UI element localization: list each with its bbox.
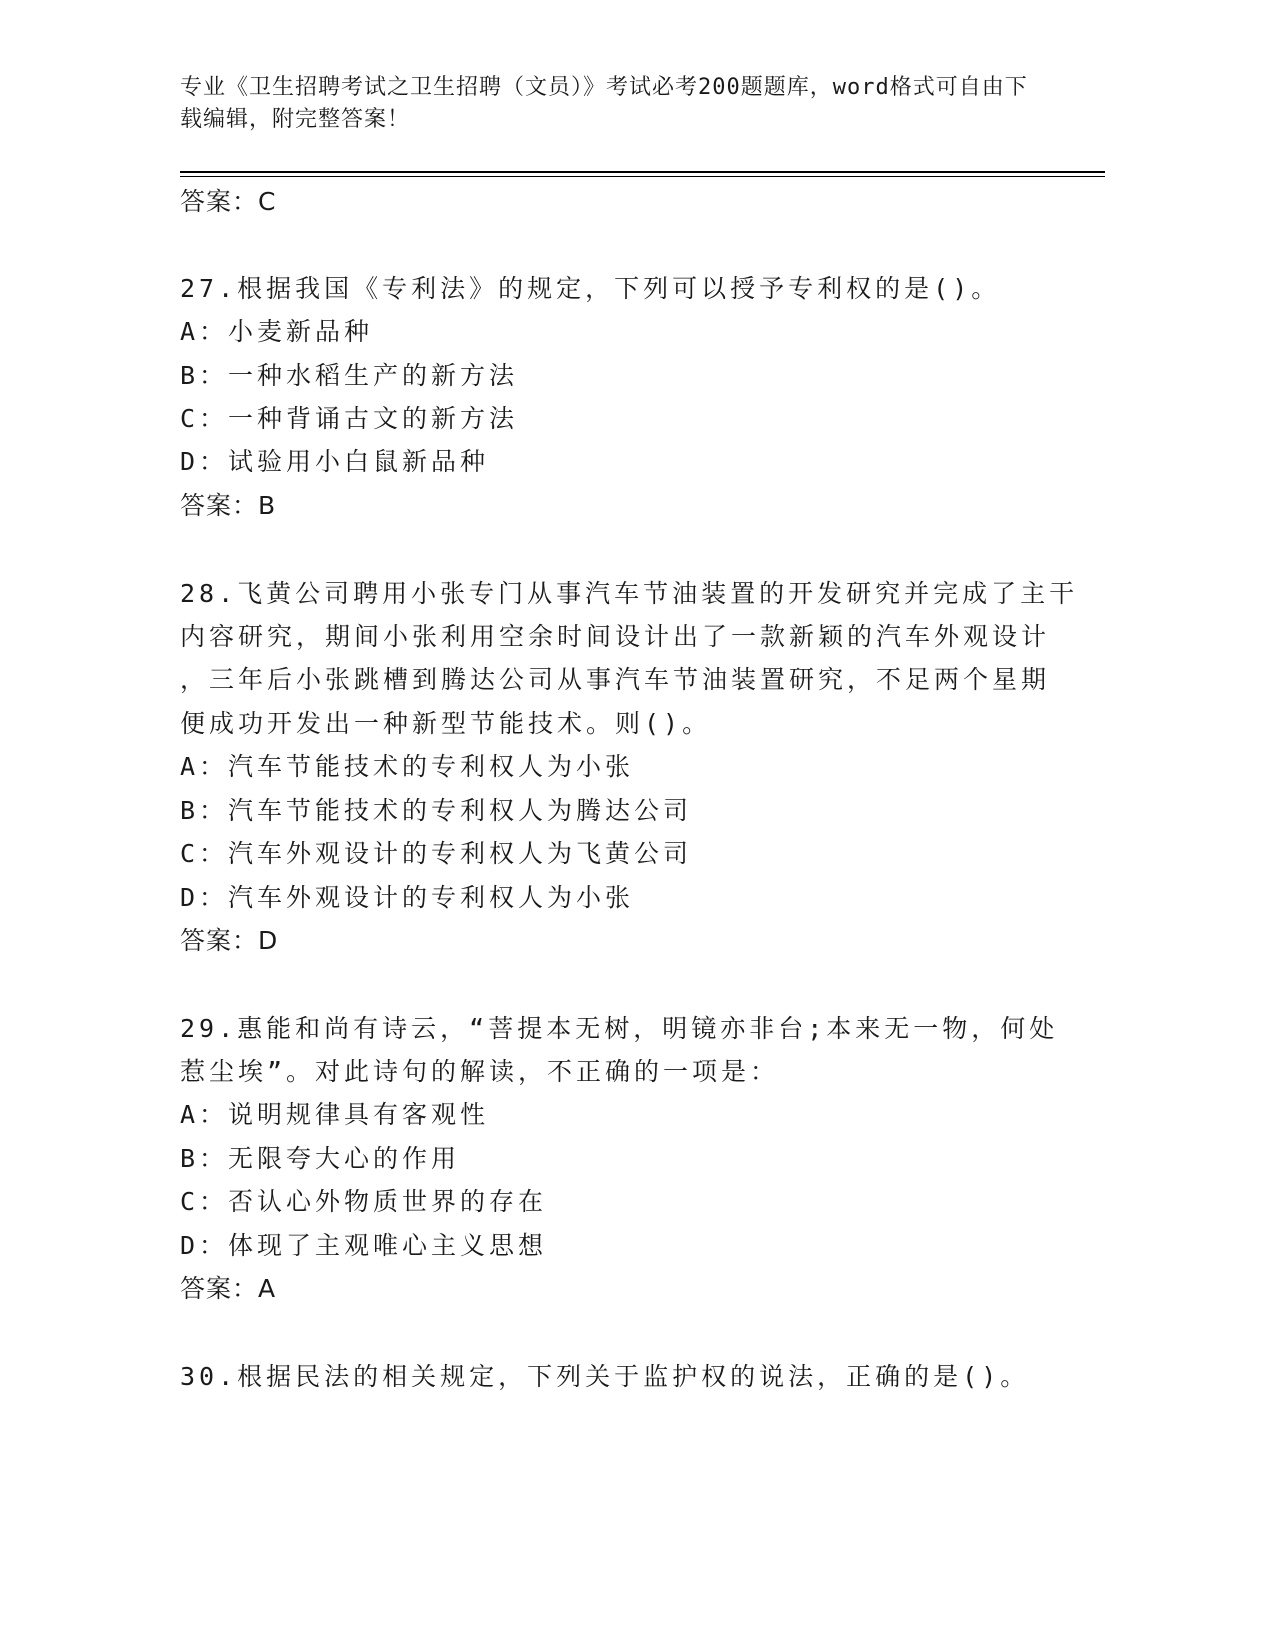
question-28-option-b: B：汽车节能技术的专利权人为腾达公司 [180, 796, 693, 825]
question-28-option-a: A：汽车节能技术的专利权人为小张 [180, 752, 635, 781]
question-29-answer: 答案：A [180, 1274, 277, 1303]
question-27-option-b: B：一种水稻生产的新方法 [180, 361, 519, 390]
question-28-stem-line-1: 28.飞黄公司聘用小张专门从事汽车节油装置的开发研究并完成了主干 [180, 579, 1079, 608]
question-28-stem-line-3: ，三年后小张跳槽到腾达公司从事汽车节油装置研究，不足两个星期 [180, 665, 1051, 694]
document-header: 专业《卫生招聘考试之卫生招聘（文员）》考试必考200题题库，word格式可自由下载编辑，附完整答案！ [180, 75, 1028, 132]
question-29-option-c: C：否认心外物质世界的存在 [180, 1187, 548, 1216]
question-27-answer: 答案：B [180, 491, 277, 520]
question-28-answer: 答案：D [180, 926, 279, 955]
question-28-stem-line-2: 内容研究，期间小张利用空余时间设计出了一款新颖的汽车外观设计 [180, 622, 1051, 651]
question-29-stem-line-2: 惹尘埃”。对此诗句的解读，不正确的一项是： [180, 1057, 780, 1086]
question-28-stem-line-4: 便成功开发出一种新型节能技术。则()。 [180, 709, 712, 738]
question-27-stem: 27.根据我国《专利法》的规定，下列可以授予专利权的是()。 [180, 274, 1001, 303]
question-29-stem-line-1: 29.惠能和尚有诗云，“菩提本无树，明镜亦非台;本来无一物，何处 [180, 1014, 1059, 1043]
header-rule [180, 171, 1105, 173]
question-30-stem: 30.根据民法的相关规定，下列关于监护权的说法，正确的是()。 [180, 1362, 1030, 1391]
question-28-option-c: C：汽车外观设计的专利权人为飞黄公司 [180, 839, 693, 868]
question-29-option-b: B：无限夸大心的作用 [180, 1144, 461, 1173]
question-28-option-d: D：汽车外观设计的专利权人为小张 [180, 883, 635, 912]
question-27-option-c: C：一种背诵古文的新方法 [180, 404, 519, 433]
question-29-option-d: D：体现了主观唯心主义思想 [180, 1231, 548, 1260]
header-rule-thin [180, 176, 1105, 177]
previous-answer: 答案：C [180, 187, 277, 216]
question-29-option-a: A：说明规律具有客观性 [180, 1100, 490, 1129]
question-27-option-d: D：试验用小白鼠新品种 [180, 447, 490, 476]
question-27-option-a: A：小麦新品种 [180, 317, 374, 346]
